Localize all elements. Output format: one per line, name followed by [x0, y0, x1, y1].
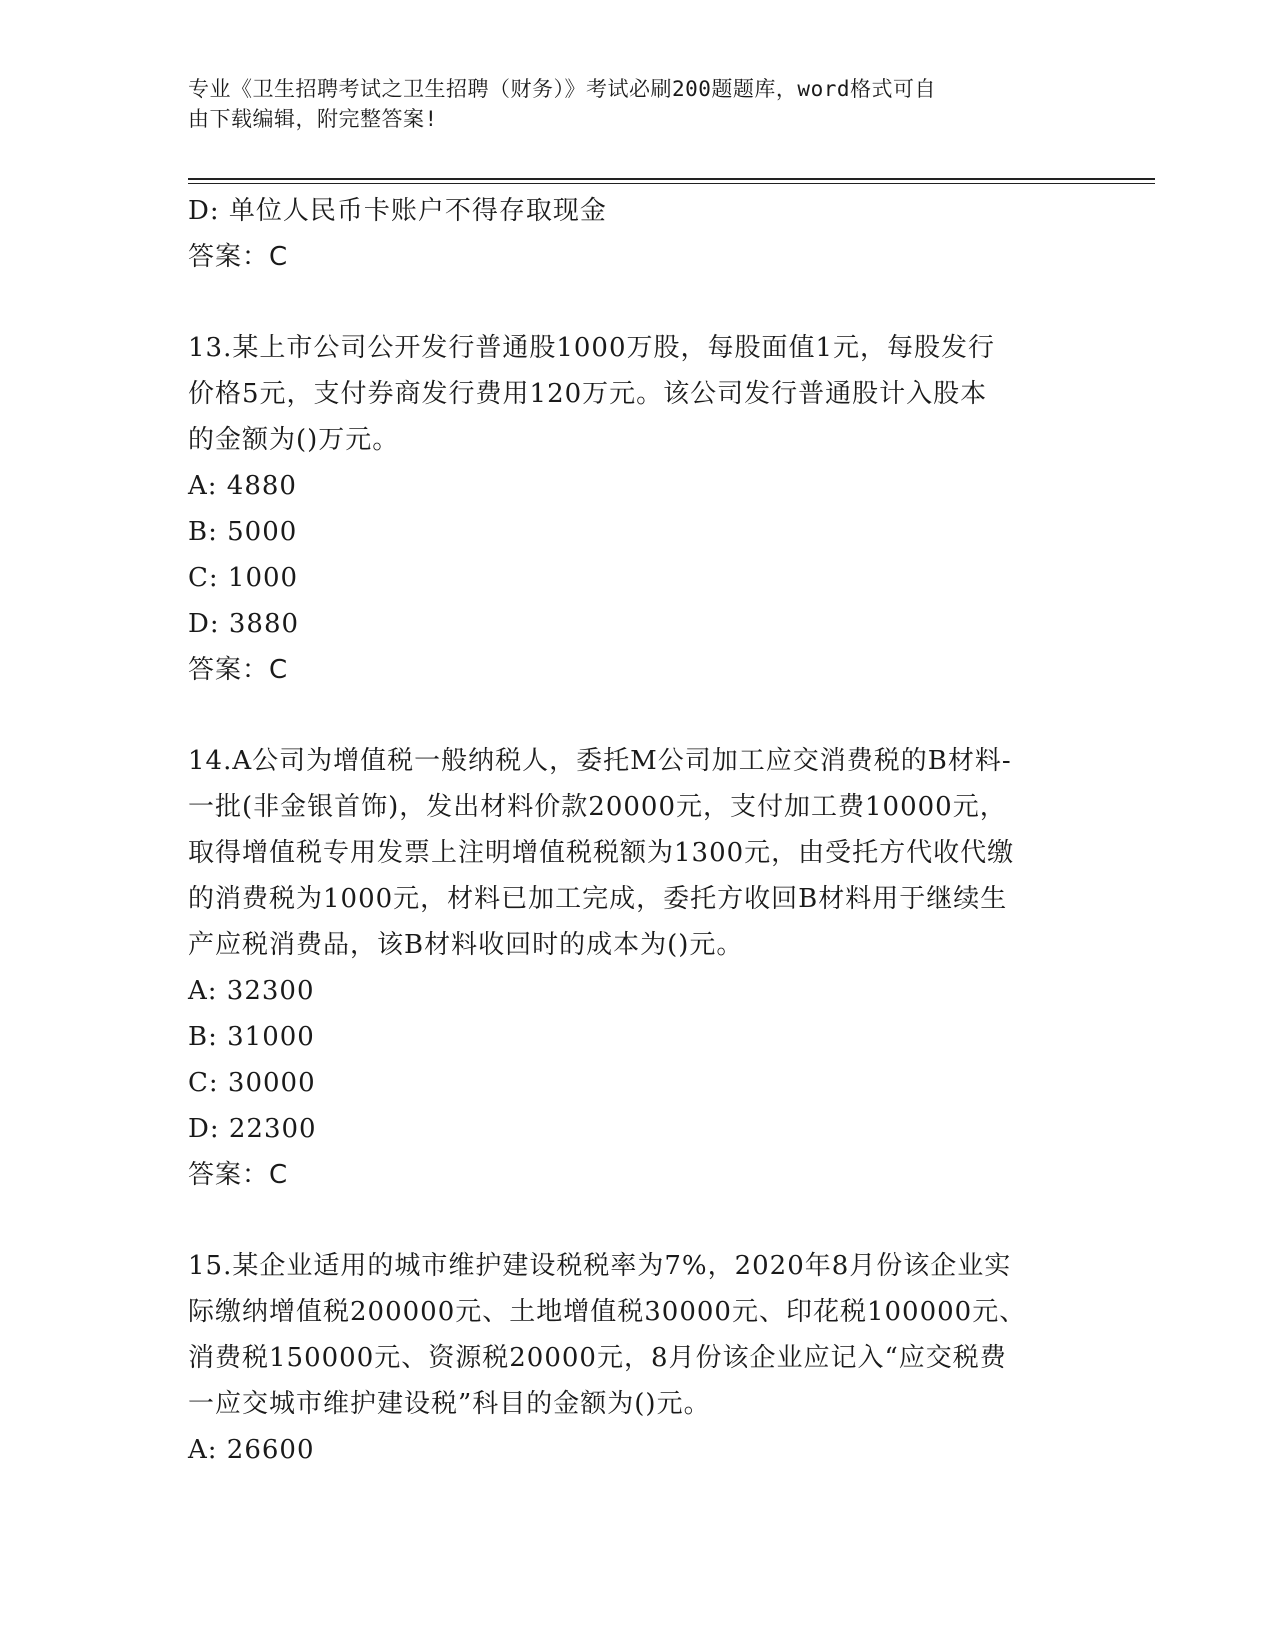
option-a: A: 4880 [188, 471, 297, 501]
header-line-2: 由下载编辑，附完整答案! [188, 107, 438, 131]
option-d: D: 22300 [188, 1114, 317, 1144]
option-c: C: 1000 [188, 563, 299, 593]
question-text-line: 一应交城市维护建设税”科目的金额为()元。 [188, 1389, 711, 1419]
spacer [188, 1198, 1088, 1243]
document-header [188, 74, 1068, 134]
question-text-line: 取得增值税专用发票上注明增值税税额为1300元，由受托方代收代缴 [188, 838, 1015, 868]
option-a: A: 32300 [188, 976, 315, 1006]
question-15 [188, 1243, 1088, 1473]
document-body [188, 188, 1088, 1473]
question-14 [188, 738, 1088, 1198]
answer: 答案：C [188, 242, 289, 272]
answer: 答案：C [188, 655, 289, 685]
spacer [188, 280, 1088, 325]
question-text-line: 15.某企业适用的城市维护建设税税率为7%，2020年8月份该企业实 [188, 1251, 1012, 1281]
question-text-line: 消费税150000元、资源税20000元，8月份该企业应记入“应交税费 [188, 1343, 1007, 1373]
question-12-continued [188, 188, 1088, 280]
question-text-line: 13.某上市公司公开发行普通股1000万股，每股面值1元，每股发行 [188, 333, 996, 363]
header-divider-thin [188, 183, 1155, 184]
question-text-line: 产应税消费品，该B材料收回时的成本为()元。 [188, 930, 744, 960]
question-13 [188, 325, 1088, 693]
question-text-line: 的消费税为1000元，材料已加工完成，委托方收回B材料用于继续生 [188, 884, 1008, 914]
header-line-1: 专业《卫生招聘考试之卫生招聘（财务）》考试必刷200题题库，word格式可自 [188, 77, 936, 101]
question-text-line: 价格5元，支付券商发行费用120万元。该公司发行普通股计入股本 [188, 379, 988, 409]
question-text-line: 际缴纳增值税200000元、土地增值税30000元、印花税100000元、 [188, 1297, 1027, 1327]
question-text-line: 的金额为()万元。 [188, 425, 400, 455]
option-b: B: 5000 [188, 517, 298, 547]
option-a: A: 26600 [188, 1435, 315, 1465]
option-d: D: 单位人民币卡账户不得存取现金 [188, 196, 607, 226]
option-c: C: 30000 [188, 1068, 316, 1098]
header-divider-thick [188, 178, 1155, 180]
question-text-line: 14.A公司为增值税一般纳税人，委托M公司加工应交消费税的B材料- [188, 746, 1012, 776]
spacer [188, 693, 1088, 738]
question-text-line: 一批(非金银首饰)，发出材料价款20000元，支付加工费10000元， [188, 792, 1007, 822]
option-d: D: 3880 [188, 609, 300, 639]
option-b: B: 31000 [188, 1022, 315, 1052]
answer: 答案：C [188, 1160, 289, 1190]
